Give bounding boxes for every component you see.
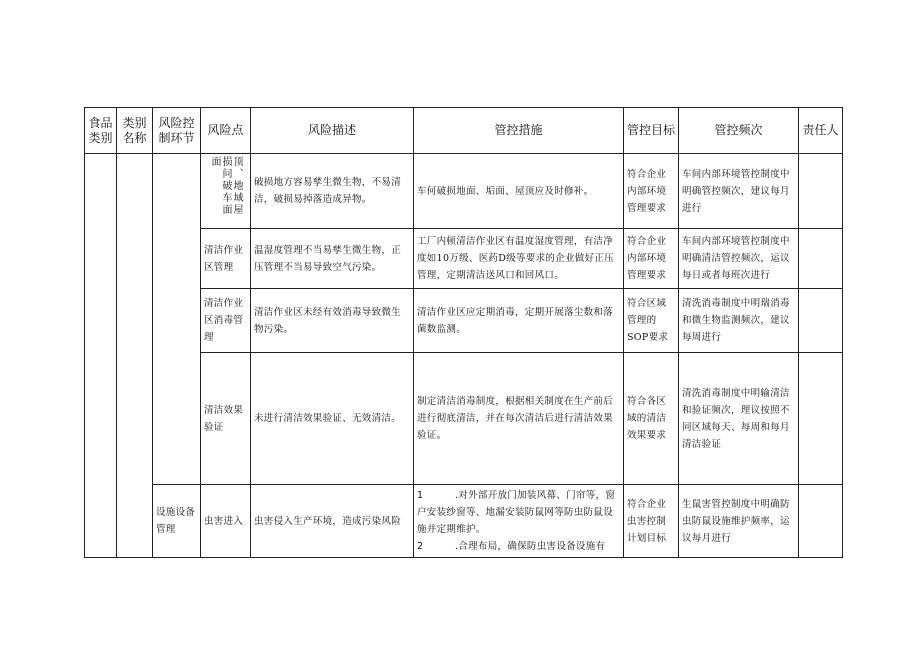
control-target-cell: 符合企业内部环境管理要求 (624, 229, 679, 289)
food-category-cell (85, 154, 117, 558)
control-frequency-cell: 生鼠害管控制度中明确防虫防鼠设施维护频率，运议每月进行 (679, 485, 799, 558)
control-target-cell: 符合企业虫害控制计划目标 (624, 485, 679, 558)
responsible-cell (799, 485, 843, 558)
risk-description-cell: 未进行清洁效果验证、无效清洁。 (251, 353, 414, 485)
control-target-cell: 符合企业内部环境管理要求 (624, 154, 679, 229)
control-measures-cell: 制定清洁消毒制度，根据相关制度在生产前后进行彻底清洁，并在每次清洁后进行清洁效果验证。 (414, 353, 624, 485)
category-name-cell (117, 154, 153, 558)
header-row (85, 108, 843, 154)
header-risk-description: 风险描述 (251, 108, 414, 154)
control-link-cell: 设施设备管理 (153, 485, 201, 558)
control-link-cell (153, 154, 201, 485)
risk-point-cell: 清洁作业区管理 (201, 229, 251, 289)
risk-point-cell: 清洁效果验证 (201, 353, 251, 485)
risk-description-cell: 破损地方容易孳生微生物，不易清洁，破损易掉落造成异物。 (251, 154, 414, 229)
control-measures-cell (414, 485, 624, 558)
header-category-name: 类别名称 (117, 108, 153, 154)
measure-item: 1 .对外部开放门加装风幕、门帘等，窗户安装纱窗等、地漏安装防鼠网等防虫防鼠设施并定期维护。 (417, 490, 616, 535)
header-responsible: 责任人 (799, 108, 843, 154)
header-control-target: 管控目标 (624, 108, 679, 154)
header-risk-point: 风险点 (201, 108, 251, 154)
header-food-category: 食品类别 (85, 108, 117, 154)
control-measures-cell: 工厂内顿清洁作业区有温度湿度管理，有洁净度如10万级、医药D级等要求的企业做好正压管理，定期清洁送风口和回风口。 (414, 229, 624, 289)
risk-description-cell: 清洁作业区未经有效消毒导致微生物污染。 (251, 289, 414, 353)
header-control-measures: 管控措施 (414, 108, 624, 154)
table-row (85, 485, 843, 558)
risk-description-cell: 虫害侵入生产环境，造成污染风险 (251, 485, 414, 558)
control-measures-cell: 清洁作业区应定期消毒，定期开展落尘数和落菌数监测。 (414, 289, 624, 353)
table-row (85, 154, 843, 229)
control-target-cell: 符合各区域的清洁效果要求 (624, 353, 679, 485)
control-frequency-cell: 车间内部环境管控制度中明确管控频次，建议每月进行 (679, 154, 799, 229)
control-frequency-cell: 清洗消毒制度中明输清洁和验证频次，理议按照不同区域每天、每周和每月清洁验证 (679, 353, 799, 485)
header-control-frequency: 管控频次 (679, 108, 799, 154)
control-frequency-cell: 清洗消毒制度中明瑞消毒和微生物监测频次，建议每周进行 (679, 289, 799, 353)
responsible-cell (799, 289, 843, 353)
responsible-cell (799, 353, 843, 485)
risk-point-cell: 清洁作业区消毒管理 (201, 289, 251, 353)
risk-point-cell: 顶、地域屋损问破车面面 (201, 154, 251, 229)
responsible-cell (799, 154, 843, 229)
risk-description-cell: 温湿度管理不当易孳生微生物，正压管理不当易导致空气污染。 (251, 229, 414, 289)
header-control-link: 风险控制环节 (153, 108, 201, 154)
risk-control-table (84, 107, 843, 558)
control-target-cell: 符合区域管理的SOP要求 (624, 289, 679, 353)
risk-point-cell: 虫害进入 (201, 485, 251, 558)
control-frequency-cell: 车间内部环境管控制度中明确清洁管控频次，运议每日或者每班次进行 (679, 229, 799, 289)
responsible-cell (799, 229, 843, 289)
measure-item: 2 .合理布局，确保防虫害设备设施有 (417, 541, 606, 552)
control-measures-cell: 车何破损地面、垢面、屋顶应及时修补。 (414, 154, 624, 229)
